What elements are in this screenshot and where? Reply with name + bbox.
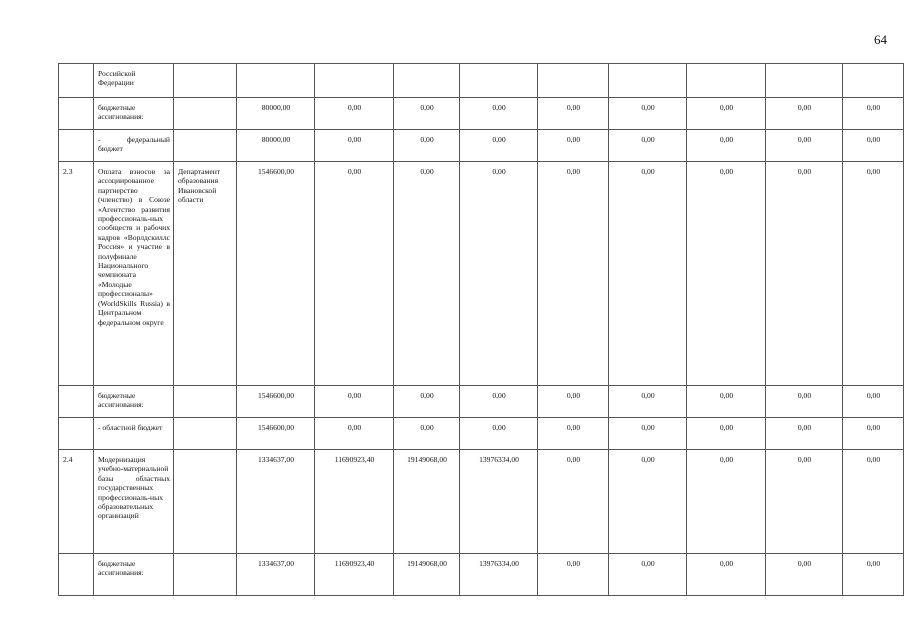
row-description-cell: бюджетные ассигнования: — [94, 554, 174, 596]
budget-table — [58, 63, 904, 596]
value-cell: 0,00 — [766, 450, 843, 554]
value-cell: 0,00 — [315, 386, 394, 418]
value-cell: 0,00 — [766, 130, 843, 162]
value-cell — [237, 64, 315, 98]
value-cell: 0,00 — [687, 450, 766, 554]
value-cell: 0,00 — [538, 130, 609, 162]
value-cell: 0,00 — [766, 418, 843, 450]
row-description-cell: бюджетные ассигнования: — [94, 386, 174, 418]
value-cell — [766, 64, 843, 98]
table-row — [59, 64, 904, 98]
row-executor-cell — [174, 450, 237, 554]
row-executor-cell — [174, 418, 237, 450]
row-index-cell — [59, 418, 94, 450]
table-row — [59, 418, 904, 450]
value-cell: 0,00 — [538, 98, 609, 130]
value-cell: 0,00 — [609, 162, 687, 386]
row-description-cell: Оплата взносов за ассоциированное партнерство (членство) в Союзе «Агентство развития профессиональ-ных сообществ и рабочих кадров «Ворлдскиллс Россия» и участие в полуфинале Национального чемпионата «Молодые профессионалы» (WorldSkills Russia) в Центральном федеральном округе — [94, 162, 174, 386]
value-cell: 0,00 — [538, 554, 609, 596]
row-description-cell: - областной бюджет — [94, 418, 174, 450]
value-cell: 0,00 — [687, 418, 766, 450]
value-cell: 0,00 — [843, 130, 904, 162]
value-cell — [315, 64, 394, 98]
row-index-cell — [59, 130, 94, 162]
value-cell — [609, 64, 687, 98]
row-executor-cell — [174, 64, 237, 98]
row-description-cell: Модернизация учебно-материальной базы областных государственных профессиональ-ных образовательных организаций — [94, 450, 174, 554]
value-cell: 0,00 — [609, 554, 687, 596]
value-cell: 0,00 — [460, 418, 538, 450]
row-description-cell: бюджетные ассигнования: — [94, 98, 174, 130]
value-cell: 0,00 — [843, 450, 904, 554]
value-cell: 0,00 — [460, 98, 538, 130]
value-cell: 0,00 — [538, 386, 609, 418]
value-cell: 19149068,00 — [394, 450, 460, 554]
value-cell: 11690923,40 — [315, 450, 394, 554]
value-cell: 0,00 — [394, 418, 460, 450]
row-executor-cell — [174, 130, 237, 162]
table-row — [59, 98, 904, 130]
value-cell — [394, 64, 460, 98]
value-cell: 0,00 — [460, 386, 538, 418]
value-cell: 0,00 — [687, 554, 766, 596]
value-cell: 0,00 — [315, 162, 394, 386]
value-cell: 0,00 — [394, 98, 460, 130]
value-cell: 0,00 — [394, 386, 460, 418]
value-cell: 0,00 — [460, 162, 538, 386]
value-cell: 0,00 — [609, 98, 687, 130]
value-cell: 0,00 — [766, 386, 843, 418]
value-cell: 0,00 — [315, 418, 394, 450]
value-cell: 0,00 — [843, 162, 904, 386]
value-cell — [687, 64, 766, 98]
value-cell: 13976334,00 — [460, 450, 538, 554]
table-row — [59, 130, 904, 162]
value-cell: 0,00 — [609, 418, 687, 450]
value-cell: 0,00 — [460, 130, 538, 162]
value-cell: 1334637,00 — [237, 450, 315, 554]
value-cell: 0,00 — [538, 418, 609, 450]
value-cell: 1546600,00 — [237, 418, 315, 450]
table-row — [59, 450, 904, 554]
table-row — [59, 386, 904, 418]
value-cell: 0,00 — [687, 98, 766, 130]
value-cell: 0,00 — [538, 162, 609, 386]
value-cell: 0,00 — [843, 386, 904, 418]
value-cell: 0,00 — [843, 554, 904, 596]
value-cell: 1546600,00 — [237, 162, 315, 386]
value-cell: 80000,00 — [237, 98, 315, 130]
row-description-cell: - федеральный бюджет — [94, 130, 174, 162]
row-executor-cell — [174, 98, 237, 130]
value-cell: 0,00 — [766, 98, 843, 130]
value-cell: 0,00 — [394, 162, 460, 386]
row-index-cell — [59, 98, 94, 130]
value-cell: 0,00 — [315, 98, 394, 130]
value-cell: 1334637,00 — [237, 554, 315, 596]
value-cell: 0,00 — [766, 162, 843, 386]
value-cell: 0,00 — [687, 386, 766, 418]
page-number: 64 — [874, 32, 887, 47]
value-cell: 0,00 — [843, 98, 904, 130]
row-description-cell: Российской Федерации — [94, 64, 174, 98]
value-cell: 0,00 — [609, 130, 687, 162]
value-cell: 0,00 — [538, 450, 609, 554]
value-cell: 1546600,00 — [237, 386, 315, 418]
row-index-cell — [59, 386, 94, 418]
value-cell — [460, 64, 538, 98]
value-cell: 80000,00 — [237, 130, 315, 162]
row-executor-cell — [174, 386, 237, 418]
value-cell: 0,00 — [687, 130, 766, 162]
table-row — [59, 554, 904, 596]
row-index-cell — [59, 64, 94, 98]
value-cell: 0,00 — [394, 130, 460, 162]
row-index-cell: 2.3 — [59, 162, 94, 386]
value-cell: 0,00 — [766, 554, 843, 596]
value-cell: 0,00 — [843, 418, 904, 450]
row-index-cell — [59, 554, 94, 596]
value-cell: 0,00 — [609, 386, 687, 418]
value-cell: 0,00 — [609, 450, 687, 554]
value-cell: 11690923,40 — [315, 554, 394, 596]
row-executor-cell — [174, 554, 237, 596]
row-executor-cell: Департамент образования Ивановской области — [174, 162, 237, 386]
value-cell: 0,00 — [687, 162, 766, 386]
value-cell — [843, 64, 904, 98]
row-index-cell: 2.4 — [59, 450, 94, 554]
value-cell: 0,00 — [315, 130, 394, 162]
table-row — [59, 162, 904, 386]
value-cell: 19149068,00 — [394, 554, 460, 596]
value-cell — [538, 64, 609, 98]
value-cell: 13976334,00 — [460, 554, 538, 596]
